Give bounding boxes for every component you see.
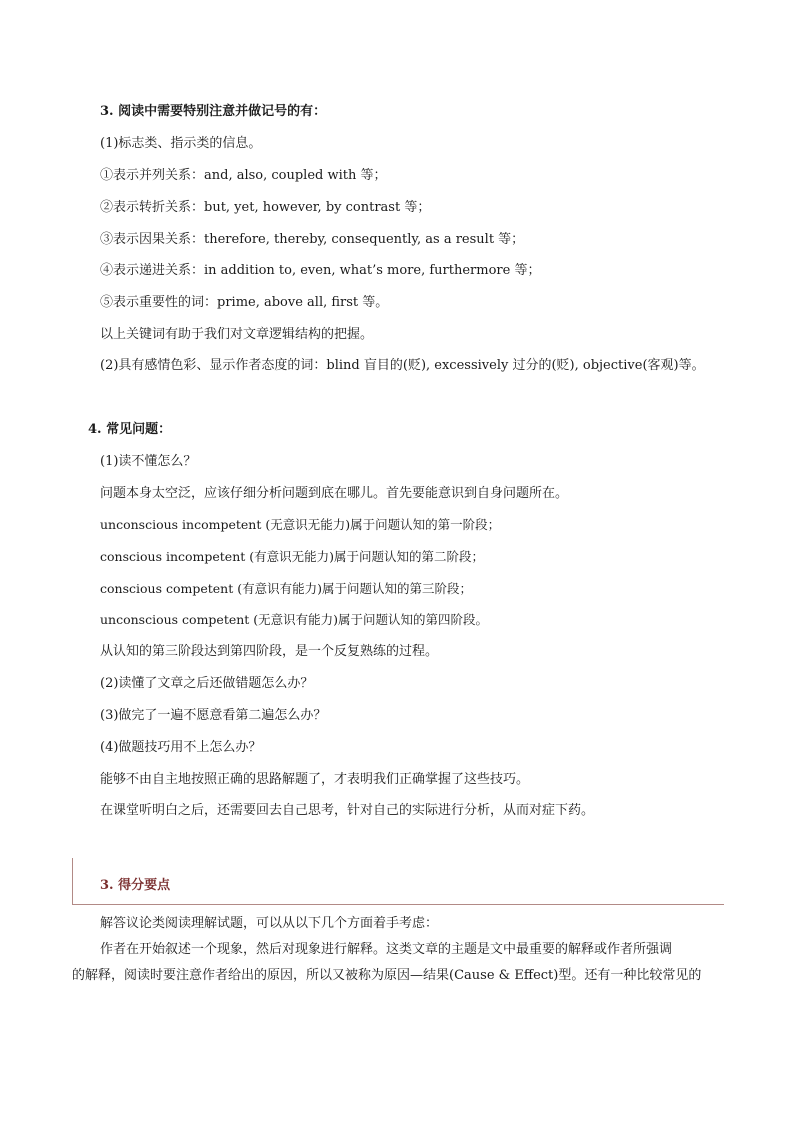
s4-line-2: 问题本身太空泛，应该仔细分析问题到底在哪儿。首先要能意识到自身问题所在。 bbox=[100, 486, 569, 501]
s4-line-8: (2)读懂了文章之后还做错题怎么办？ bbox=[100, 676, 314, 691]
s3-line-4: ③表示因果关系：therefore, thereby, consequently, as a result 等； bbox=[100, 232, 525, 247]
s4-line-1: (1)读不懂怎么？ bbox=[100, 454, 197, 469]
s3-line-7: 以上关键词有助于我们对文章逻辑结构的把握。 bbox=[100, 327, 374, 342]
s4-line-7: 从认知的第三阶段达到第四阶段，是一个反复熟练的过程。 bbox=[100, 644, 439, 659]
section-3-heading: 3. 阅读中需要特别注意并做记号的有： bbox=[100, 104, 327, 119]
s4-line-10: (4)做题技巧用不上怎么办？ bbox=[100, 740, 262, 755]
scoring-paragraph-2-line-2: 的解释，阅读时要注意作者给出的原因，所以又被称为原因—结果(Cause & Effect)型。还有一种比较常见的 bbox=[72, 968, 702, 983]
s4-line-4: conscious incompetent (有意识无能力)属于问题认知的第二阶段； bbox=[100, 549, 485, 564]
section-4-heading: 4. 常见问题： bbox=[88, 422, 172, 437]
s3-line-3: ②表示转折关系：but, yet, however, by contrast 等； bbox=[100, 200, 431, 215]
s3-line-6: ⑤表示重要性的词：prime, above all, first 等。 bbox=[100, 295, 389, 310]
s4-line-5: conscious competent (有意识有能力)属于问题认知的第三阶段； bbox=[100, 581, 472, 596]
s4-line-6: unconscious competent (无意识有能力)属于问题认知的第四阶段。 bbox=[100, 612, 489, 627]
scoring-paragraph-2-line-1: 作者在开始叙述一个现象，然后对现象进行解释。这类文章的主题是文中最重要的解释或作者所强调 bbox=[100, 942, 673, 957]
scoring-paragraph-1: 解答议论类阅读理解试题，可以从以下几个方面着手考虑： bbox=[100, 916, 439, 931]
s3-line-8: (2)具有感情色彩、显示作者态度的词：blind 盲目的(贬), excessively 过分的(贬), objective(客观)等。 bbox=[100, 358, 705, 373]
s4-line-9: (3)做完了一遍不愿意看第二遍怎么办？ bbox=[100, 708, 327, 723]
scoring-section-title: 3. 得分要点 bbox=[100, 878, 171, 893]
s3-line-2: ①表示并列关系：and, also, coupled with 等； bbox=[100, 168, 387, 183]
s4-line-11: 能够不由自主地按照正确的思路解题了，才表明我们正确掌握了这些技巧。 bbox=[100, 772, 530, 787]
s4-line-3: unconscious incompetent (无意识无能力)属于问题认知的第一阶段； bbox=[100, 517, 501, 532]
s3-line-1: (1)标志类、指示类的信息。 bbox=[100, 136, 262, 151]
s4-line-12: 在课堂听明白之后，还需要回去自己思考，针对自己的实际进行分析，从而对症下药。 bbox=[100, 803, 595, 818]
s3-line-5: ④表示递进关系：in addition to, even, what’s more, furthermore 等； bbox=[100, 263, 541, 278]
